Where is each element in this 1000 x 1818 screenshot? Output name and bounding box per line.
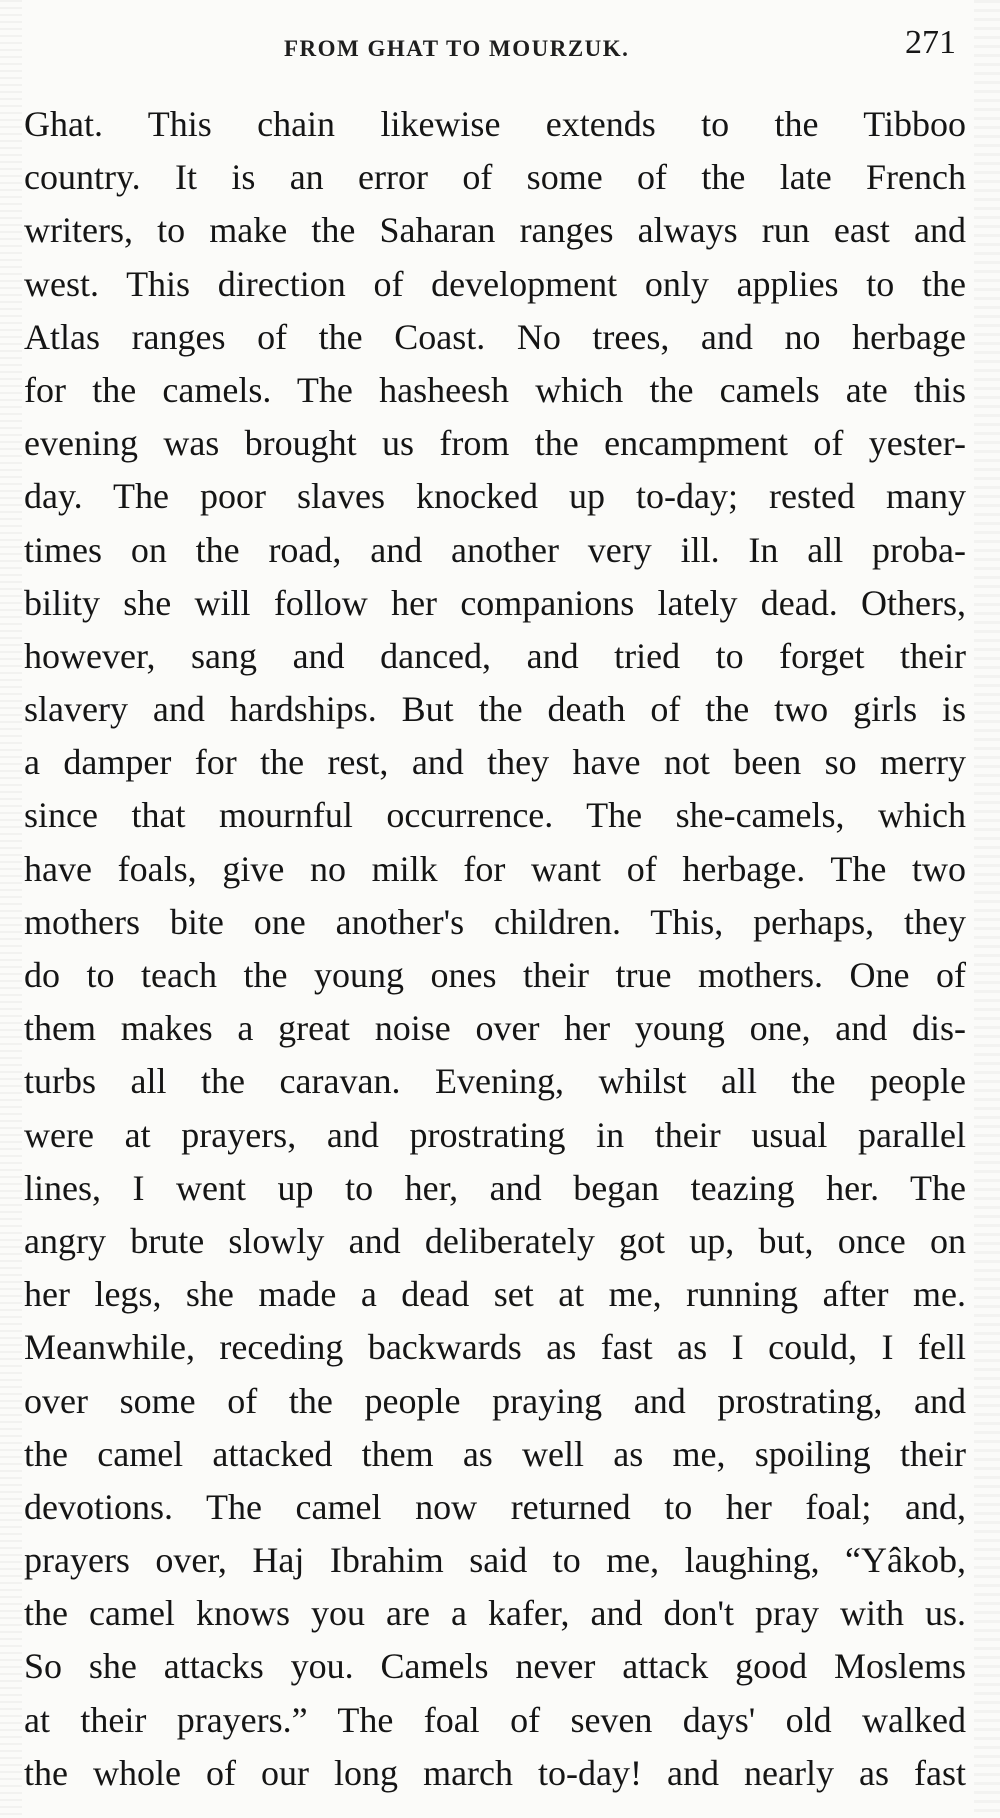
text-line: turbs all the caravan. Evening, whilst all the people — [24, 1061, 966, 1102]
text-line: at their prayers.” The foal of seven days' old walked — [24, 1699, 966, 1740]
page-edge-left — [0, 0, 22, 1818]
text-line: day. The poor slaves knocked up to-day; rested many — [24, 476, 966, 517]
text-line: Atlas ranges of the Coast. No trees, and no herbage — [24, 316, 966, 357]
text-line: mothers bite one another's children. This, perhaps, they — [24, 901, 966, 942]
text-line: angry brute slowly and deliberately got up, but, once on — [24, 1220, 966, 1261]
text-line: evening was brought us from the encampment of yester- — [24, 423, 966, 464]
text-line: So she attacks you. Camels never attack good Moslems — [24, 1646, 966, 1687]
text-line: country. It is an error of some of the late French — [24, 157, 966, 198]
text-line: writers, to make the Saharan ranges always run east and — [24, 210, 966, 251]
text-line: a damper for the rest, and they have not been so merry — [24, 742, 966, 783]
text-line: have foals, give no milk for want of herbage. The two — [24, 848, 966, 889]
text-line: west. This direction of development only applies to the — [24, 263, 966, 304]
text-line: bility she will follow her companions lately dead. Others, — [24, 582, 966, 623]
page-number: 271 — [905, 24, 956, 61]
text-line: the camel attacked them as well as me, spoiling their — [24, 1433, 966, 1474]
text-line: do to teach the young ones their true mothers. One of — [24, 955, 966, 995]
running-title: FROM GHAT TO MOURZUK. — [284, 36, 630, 61]
text-line: Ghat. This chain likewise extends to the Tibboo — [24, 104, 966, 144]
text-line: devotions. The camel now returned to her foal; and, — [24, 1486, 966, 1527]
text-line: them makes a great noise over her young one, and dis- — [24, 1008, 966, 1049]
page-edge-right — [974, 0, 1000, 1818]
text-line: slavery and hardships. But the death of the two girls is — [24, 689, 966, 730]
text-line: the camel knows you are a kafer, and don't pray with us. — [24, 1593, 966, 1634]
text-line: since that mournful occurrence. The she-camels, which — [24, 795, 966, 836]
text-line: prayers over, Haj Ibrahim said to me, laughing, “Yâkob, — [24, 1540, 966, 1581]
text-line: however, sang and danced, and tried to forget their — [24, 635, 966, 676]
text-line: the whole of our long march to-day! and nearly as fast — [24, 1752, 966, 1793]
text-line: over some of the people praying and prostrating, and — [24, 1380, 966, 1421]
text-line: were at prayers, and prostrating in their usual parallel — [24, 1114, 966, 1155]
text-line: times on the road, and another very ill. In all proba- — [24, 529, 966, 570]
text-line: her legs, she made a dead set at me, running after me. — [24, 1274, 966, 1315]
text-line: Meanwhile, receding backwards as fast as I could, I fell — [24, 1327, 966, 1368]
running-header — [24, 24, 966, 64]
text-line: for the camels. The hasheesh which the camels ate this — [24, 369, 966, 410]
body-text — [24, 98, 966, 1800]
text-line: lines, I went up to her, and began teazing her. The — [24, 1167, 966, 1208]
